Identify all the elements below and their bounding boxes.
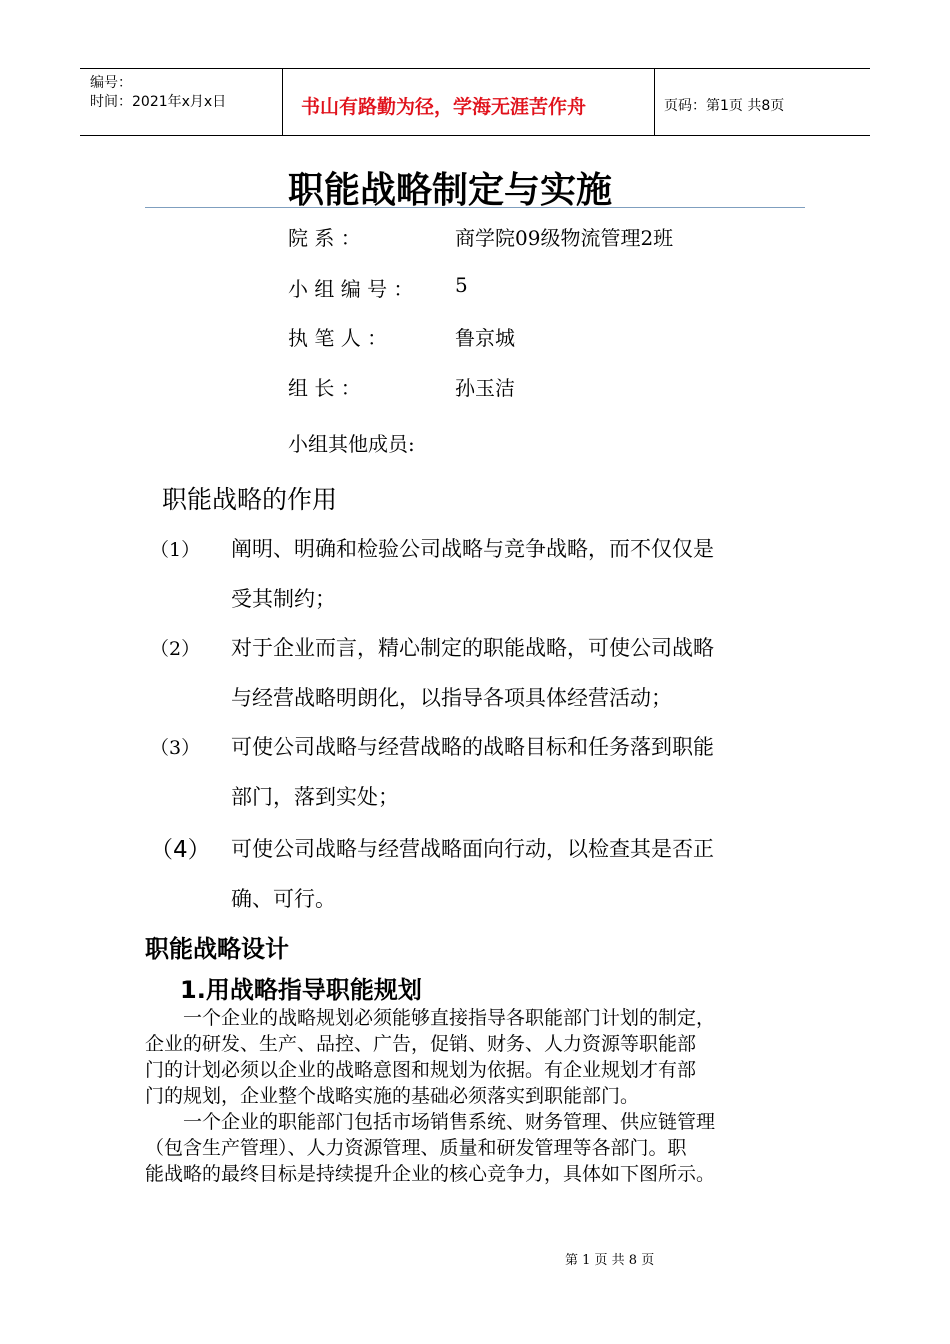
paragraph-line: 门的规划，企业整个战略实施的基础必须落实到职能部门。 [145,1085,640,1107]
document-title: 职能战略制定与实施 [288,170,613,211]
section-heading: 职能战略设计 [145,935,289,963]
paragraph-line: （包含生产管理）、人力资源管理、质量和研发管理等各部门。职 [145,1137,687,1159]
header-page-label: 页码：第1页 共8页 [664,98,785,114]
list-item-text: 确、可行。 [231,887,336,911]
info-value: 鲁京城 [455,326,515,350]
header-top-rule [80,68,870,69]
list-item-number: （4） [150,837,211,863]
section-heading: 职能战略的作用 [162,485,338,514]
list-item-text: 阐明、明确和检验公司战略与竞争战略，而不仅仅是 [231,537,714,561]
info-value: 5 [455,273,468,297]
list-item-text: 对于企业而言，精心制定的职能战略，可使公司战略 [231,636,714,660]
list-item-text: 可使公司战略与经营战略的战略目标和任务落到职能 [231,735,714,759]
page-footer: 第 1 页 共 8 页 [565,1253,655,1268]
info-label: 执 笔 人 ： [288,326,388,350]
paragraph-line: 门的计划必须以企业的战略意图和规划为依据。有企业规划才有部 [145,1059,697,1081]
header-number-label: 编号： [90,75,132,91]
header-time-label: 时间：2021年x月x日 [90,94,227,110]
title-underline [145,207,805,208]
header-bottom-rule [80,135,870,136]
paragraph-line: 能战略的最终目标是持续提升企业的核心竞争力，具体如下图所示。 [145,1163,716,1185]
list-item-text: 受其制约； [231,587,336,611]
list-item-number: （3） [150,737,201,759]
paragraph-line: 一个企业的战略规划必须能够直接指导各职能部门计划的制定， [183,1007,716,1029]
list-item-text: 与经营战略明朗化，以指导各项具体经营活动； [231,686,672,710]
list-item-number: （2） [150,638,201,660]
header-motto: 书山有路勤为径，学海无涯苦作舟 [301,96,587,118]
info-label: 组 长 ： [288,376,361,400]
subsection-heading: 1.用战略指导职能规划 [180,976,422,1004]
info-label: 小 组 编 号 ： [288,277,414,301]
header-divider [282,68,283,135]
paragraph-line: 一个企业的职能部门包括市场销售系统、财务管理、供应链管理 [183,1111,716,1133]
list-item-text: 可使公司战略与经营战略面向行动，以检查其是否正 [231,837,714,861]
info-label: 小组其他成员: [288,432,415,456]
info-value: 孙玉洁 [455,376,515,400]
info-value: 商学院09级物流管理2班 [455,226,674,250]
list-item-number: （1） [150,539,201,561]
list-item-text: 部门，落到实处； [231,785,399,809]
header-divider [654,68,655,135]
info-label: 院 系 ： [288,226,361,250]
paragraph-line: 企业的研发、生产、品控、广告，促销、财务、人力资源等职能部 [145,1033,697,1055]
